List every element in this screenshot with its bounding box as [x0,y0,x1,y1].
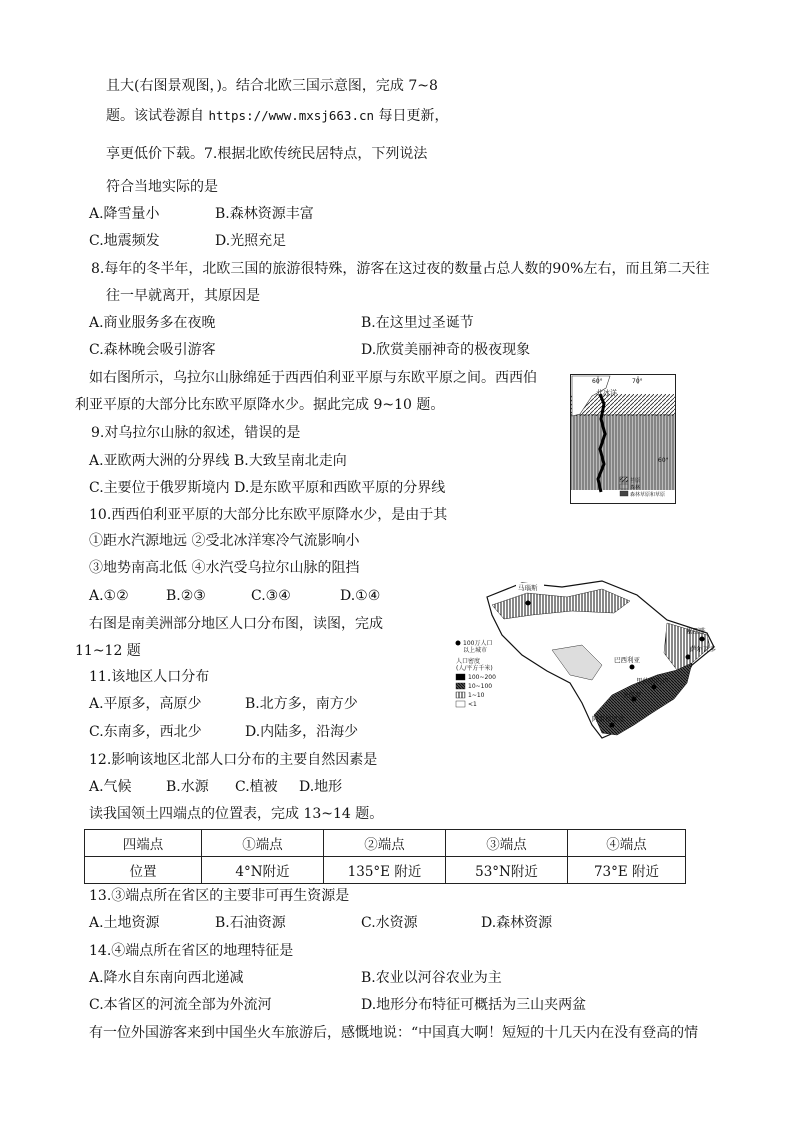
q7-option-d: D.光照充足 [215,233,287,249]
label-recife: 累西腓 [686,627,706,635]
city-marker-rio [652,685,657,690]
q13-stem: 13.③端点所在省区的主要非可再生资源是 [89,888,350,904]
q12-option-b: B.水源 [166,779,209,795]
legend-class-label: 10~100 [468,683,493,690]
q9-options-ab: A.亚欧两大洲的分界线 B.大致呈南北走向 [89,453,347,469]
q10-option-a: A.①② [89,588,129,604]
q10-option-c: C.③④ [251,588,291,604]
table-header-cell: ④端点 [568,830,686,857]
q10-option-d: D.①④ [340,588,381,604]
label-porto-alegre: 阿雷格里港 [592,715,625,723]
q8-stem-2: 往一早就离开，其原因是 [106,288,260,304]
table-header-cell: ③端点 [446,830,568,857]
table-cell: 73°E 附近 [568,857,686,884]
q14-stem: 14.④端点所在省区的地理特征是 [89,943,294,959]
intro-line-2 [106,106,448,126]
legend-class-label: 1~10 [468,692,485,699]
q11-option-d: D.内陆多，沿海少 [245,724,359,740]
q12-option-a: A.气候 [89,779,132,795]
q11-option-b: B.北方多，南方少 [245,696,358,712]
label-manaus: 马瑙斯 [518,584,538,592]
table-header-row [85,830,686,857]
legend-swatch-1-10 [456,692,465,698]
legend-class-label: 100~200 [468,674,496,681]
passage-11-line-1: 右图是南美洲部分地区人口分布图，读图，完成 [89,616,383,632]
q14-option-b: B.农业以河谷农业为主 [361,970,502,986]
legend-swatch-tundra [620,477,628,482]
q14-option-a: A.降水自东南向西北递减 [89,970,244,986]
legend-swatch-10-100 [456,683,465,689]
city-marker-recife [700,637,705,642]
q8-option-b: B.在这里过圣诞节 [361,315,474,331]
intro-line-2-tail: 每日更新， [374,108,449,124]
legend-swatch-100-200 [456,674,465,680]
passage-15-start: 有一位外国游客来到中国坐火车旅游后，感慨地说：“中国真大啊！短短的十几天内在没有登高的情 [89,1025,699,1041]
q14-option-c: C.本省区的河流全部为外流河 [89,997,272,1013]
q9-options-cd: C.主要位于俄罗斯境内 D.是东欧平原和西欧平原的分界线 [89,480,446,496]
legend-density-title: 人口密度 [456,658,481,665]
q8-option-c: C.森林晚会吸引游客 [89,342,216,358]
table-header-cell: 四端点 [85,830,202,857]
legend-swatch-steppe [620,491,628,496]
intro-line-2-text: 题。该试卷源自 [106,108,209,124]
city-marker-porto-alegre [610,723,615,728]
table-header-cell: ①端点 [202,830,324,857]
q11-option-c: C.东南多，西北少 [89,724,202,740]
q10-statements-1: ①距水汽源地远 ②受北冰洋寒冷气流影响小 [89,533,360,549]
q12-stem: 12.影响该地区北部人口分布的主要自然因素是 [89,752,378,768]
q10-option-b: B.②③ [166,588,206,604]
legend-class-label: <1 [468,701,477,708]
q7-option-b: B.森林资源丰富 [215,206,314,222]
q12-option-d: D.地形 [299,779,343,795]
city-marker-manaus [526,601,531,606]
q11-stem: 11.该地区人口分布 [89,669,210,685]
legend-density-unit: (人/平方千米) [456,665,493,672]
q8-option-d: D.欣赏美丽神奇的极夜现象 [361,342,531,358]
legend-label-steppe: 森林草原和草原 [630,492,666,498]
q12-option-c: C.植被 [235,779,278,795]
q7-option-a: A.降雪量小 [89,206,160,222]
label-salvador: 萨尔瓦多 [690,645,716,653]
q10-stem: 10.西西伯利亚平原的大部分比东欧平原降水少，是由于其 [89,507,448,523]
passage-13: 读我国领土四端点的位置表，完成 13~14 题。 [89,806,384,822]
passage-9-line-2: 利亚平原的大部分比东欧平原降水少。据此完成 9~10 题。 [75,397,445,413]
passage-9-line-1: 如右图所示，乌拉尔山脉绵延于西西伯利亚平原与东欧平原之间。西西伯 [89,370,537,386]
legend-swatch-lt-1 [456,701,465,707]
table-cell: 53°N附近 [446,857,568,884]
table-header-cell: ②端点 [324,830,446,857]
q14-option-d: D.地形分布特征可概括为三山夹两盆 [361,997,587,1013]
q9-stem: 9.对乌拉尔山脉的叙述，错误的是 [91,425,301,441]
q13-option-a: A.土地资源 [89,915,160,931]
table-cell: 4°N附近 [202,857,324,884]
q13-option-b: B.石油资源 [215,915,286,931]
q11-option-a: A.平原多，高原少 [89,696,202,712]
lat-label: 60° [658,457,669,464]
arctic-ocean-label: 北冰洋 [596,389,617,397]
table-cell: 位置 [85,857,202,884]
lon-label-west: 60° [592,378,603,385]
south-america-population-map [452,575,722,740]
q8-stem-1: 8.每年的冬半年，北欧三国的旅游很特殊，游客在这过夜的数量占总人数的90%左右，而且第二天往 [91,261,710,277]
legend-swatch-forest [620,484,628,489]
legend-city-dot [456,641,461,646]
legend-city-label-2: 以上城市 [463,647,488,654]
label-sao-paulo: 圣保罗 [622,691,642,699]
table-row [85,857,686,884]
lon-label-east: 70° [632,378,643,385]
source-url: https://www.mxsj663.cn [208,108,375,123]
q7-stem: 符合当地实际的是 [106,179,218,195]
legend-city-label-1: 100万人口 [463,640,493,647]
label-brasilia: 巴西利亚 [614,656,640,664]
label-rio: 里约热内卢 [636,677,669,685]
legend-label-forest: 森林 [630,485,641,491]
q8-option-a: A.商业服务多在夜晚 [89,315,216,331]
legend-label-tundra: 苔原 [630,478,641,484]
city-marker-brasilia [630,665,635,670]
intro-line-3: 享更低价下载。7.根据北欧传统民居特点，下列说法 [106,146,428,162]
q10-statements-2: ③地势南高北低 ④水汽受乌拉尔山脉的阻挡 [89,560,360,576]
ural-mountains-map [570,374,676,504]
intro-line-1: 且大(右图景观图，)。结合北欧三国示意图，完成 7~8 [106,78,438,94]
q13-option-d: D.森林资源 [481,915,553,931]
q7-option-c: C.地震频发 [89,233,160,249]
q13-option-c: C.水资源 [361,915,418,931]
passage-11-line-2: 11~12 题 [75,643,141,659]
table-cell: 135°E 附近 [324,857,446,884]
extreme-points-table [84,829,686,884]
city-marker-salvador [686,655,691,660]
